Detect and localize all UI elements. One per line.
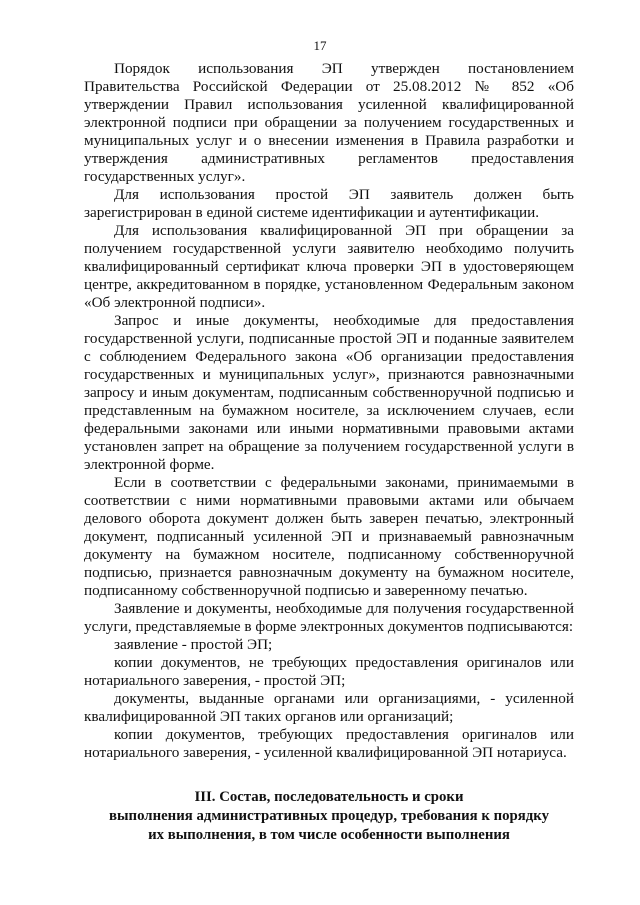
- paragraph-signing-list-intro: Заявление и документы, необходимые для получения государственной услуги, представляемые в форме электронных документов подписываются:: [84, 600, 574, 635]
- section-heading-line-2: выполнения административных процедур, требования к порядку: [109, 808, 549, 824]
- paragraph-signature-rules: Порядок использования ЭП утвержден постановлением Правительства Российской Федерации от 25.08.2012 № 852 «Об утверждении Правил использования усиленной квалифицированной электронной подписи при обращении за получением государственных и муниципальных услуг и о внесении изменения в Правила разработки и утверждения административных регламентов предоставления государственных услуг».: [84, 60, 574, 185]
- paragraph-simple-signature: Для использования простой ЭП заявитель должен быть зарегистрирован в единой системе идентификации и аутентификации.: [84, 186, 574, 221]
- section-heading-line-3: их выполнения, в том числе особенности выполнения: [148, 827, 510, 843]
- list-item-issued-documents: документы, выданные органами или организациями, - усиленной квалифицированной ЭП таких органов или организаций;: [84, 690, 574, 725]
- paragraph-seal-equivalence: Если в соответствии с федеральными законами, принимаемыми в соответствии с ними нормативными правовыми актами или обычаем делового оборота документ должен быть заверен печатью, электронный документ, подписанный усиленной ЭП и признаваемый равнозначным документу на бумажном носителе, подписанному собственноручной подписью, признается равнозначным документу на бумажном носителе, подписанному собственноручной подписью и заверенному печатью.: [84, 474, 574, 599]
- paragraph-qualified-signature: Для использования квалифицированной ЭП при обращении за получением государственной услуги заявителю необходимо получить квалифицированный сертификат ключа проверки ЭП в удостоверяющем центре, аккредитованном в порядке, установленном Федеральным законом «Об электронной подписи».: [84, 222, 574, 311]
- list-item-copies-simple: копии документов, не требующих предоставления оригиналов или нотариального заверения, - простой ЭП;: [84, 654, 574, 689]
- section-heading-line-1: III. Состав, последовательность и сроки: [194, 789, 464, 805]
- body-text: [84, 60, 574, 762]
- list-item-copies-notary: копии документов, требующих предоставления оригиналов или нотариального заверения, - усиленной квалифицированной ЭП нотариуса.: [84, 726, 574, 761]
- paragraph-request-equivalence: Запрос и иные документы, необходимые для предоставления государственной услуги, подписанные простой ЭП и поданные заявителем с соблюдением Федерального закона «Об организации предоставления государственных и муниципальных услуг», признаются равнозначными запросу и иным документам, подписанным собственноручной подписью и представленным на бумажном носителе, за исключением случаев, если федеральными законами или иными нормативными правовыми актами установлен запрет на обращение за получением государственной услуги в электронной форме.: [84, 312, 574, 473]
- section-heading: [84, 788, 574, 845]
- list-item-application: заявление - простой ЭП;: [114, 636, 273, 653]
- page-number: 17: [313, 38, 327, 53]
